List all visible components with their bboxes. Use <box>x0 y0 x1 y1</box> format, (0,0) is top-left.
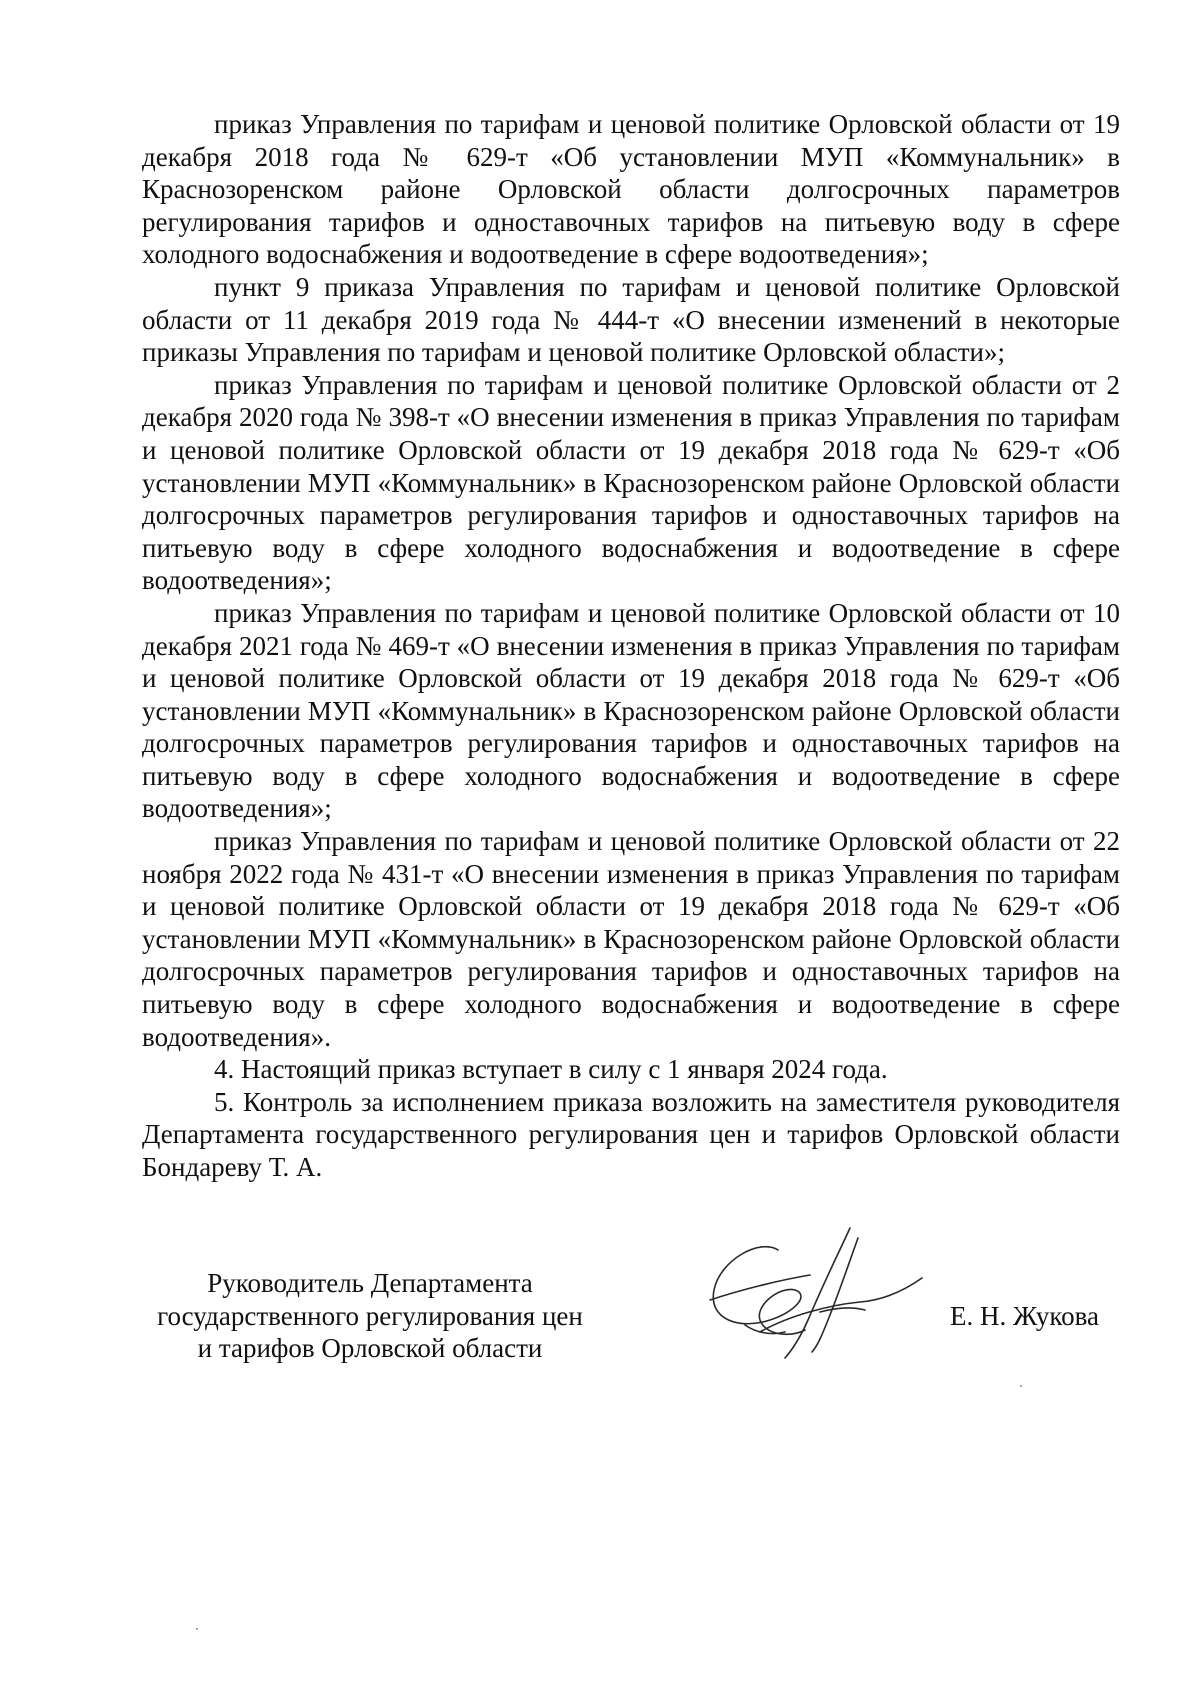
document-body <box>142 108 1120 1184</box>
scan-speck <box>196 1628 198 1630</box>
paragraph-item-9-2019: пункт 9 приказа Управления по тарифам и ценовой политике Орловской области от 11 декабря 2019 года № 444-т «О внесении изменений в некоторые приказы Управления по тарифам и ценовой политике Орловской области»; <box>142 271 1120 368</box>
paragraph-order-2018: приказ Управления по тарифам и ценовой политике Орловской области от 19 декабря 2018 года № 629-т «Об установлении МУП «Коммунальник» в Краснозоренском районе Орловской области долгосрочных параметров регулирования тарифов и одноставочных тарифов на питьевую воду в сфере холодного водоснабжения и водоотведение в сфере водоотведения»; <box>142 109 1120 270</box>
signer-name: Е. Н. Жукова <box>950 1301 1099 1331</box>
scan-speck <box>1020 1385 1022 1387</box>
signer-position <box>120 1267 620 1365</box>
paragraph-clause-5: 5. Контроль за исполнением приказа возложить на заместителя руководителя Департамента государственного регулирования цен и тарифов Орловской области Бондареву Т. А. <box>142 1086 1120 1182</box>
paragraph-order-2021: приказ Управления по тарифам и ценовой политике Орловской области от 10 декабря 2021 года № 469-т «О внесении изменения в приказ Управления по тарифам и ценовой политике Орловской области от 19 декабря 2018 года № 629-т «Об установлении МУП «Коммунальник» в Краснозоренском районе Орловской области долгосрочных параметров регулирования тарифов и одноставочных тарифов на питьевую воду в сфере холодного водоснабжения и водоотведение в сфере водоотведения»; <box>142 597 1120 824</box>
paragraph-order-2022: приказ Управления по тарифам и ценовой политике Орловской области от 22 ноября 2022 года № 431-т «О внесении изменения в приказ Управления по тарифам и ценовой политике Орловской области от 19 декабря 2018 года № 629-т «Об установлении МУП «Коммунальник» в Краснозоренском районе Орловской области долгосрочных параметров регулирования тарифов и одноставочных тарифов на питьевую воду в сфере холодного водоснабжения и водоотведение в сфере водоотведения». <box>142 826 1120 1052</box>
signer-position-line: и тарифов Орловской области <box>197 1333 543 1364</box>
signer-position-line: государственного регулирования цен <box>157 1300 583 1331</box>
handwritten-signature-icon <box>700 1220 930 1360</box>
paragraph-clause-4: 4. Настоящий приказ вступает в силу с 1 января 2024 года. <box>214 1054 888 1085</box>
paragraph-order-2020: приказ Управления по тарифам и ценовой политике Орловской области от 2 декабря 2020 года № 398-т «О внесении изменения в приказ Управления по тарифам и ценовой политике Орловской области от 19 декабря 2018 года № 629-т «Об установлении МУП «Коммунальник» в Краснозоренском районе Орловской области долгосрочных параметров регулирования тарифов и одноставочных тарифов на питьевую воду в сфере холодного водоснабжения и водоотведение в сфере водоотведения»; <box>142 369 1120 596</box>
signer-position-line: Руководитель Департамента <box>207 1268 533 1298</box>
